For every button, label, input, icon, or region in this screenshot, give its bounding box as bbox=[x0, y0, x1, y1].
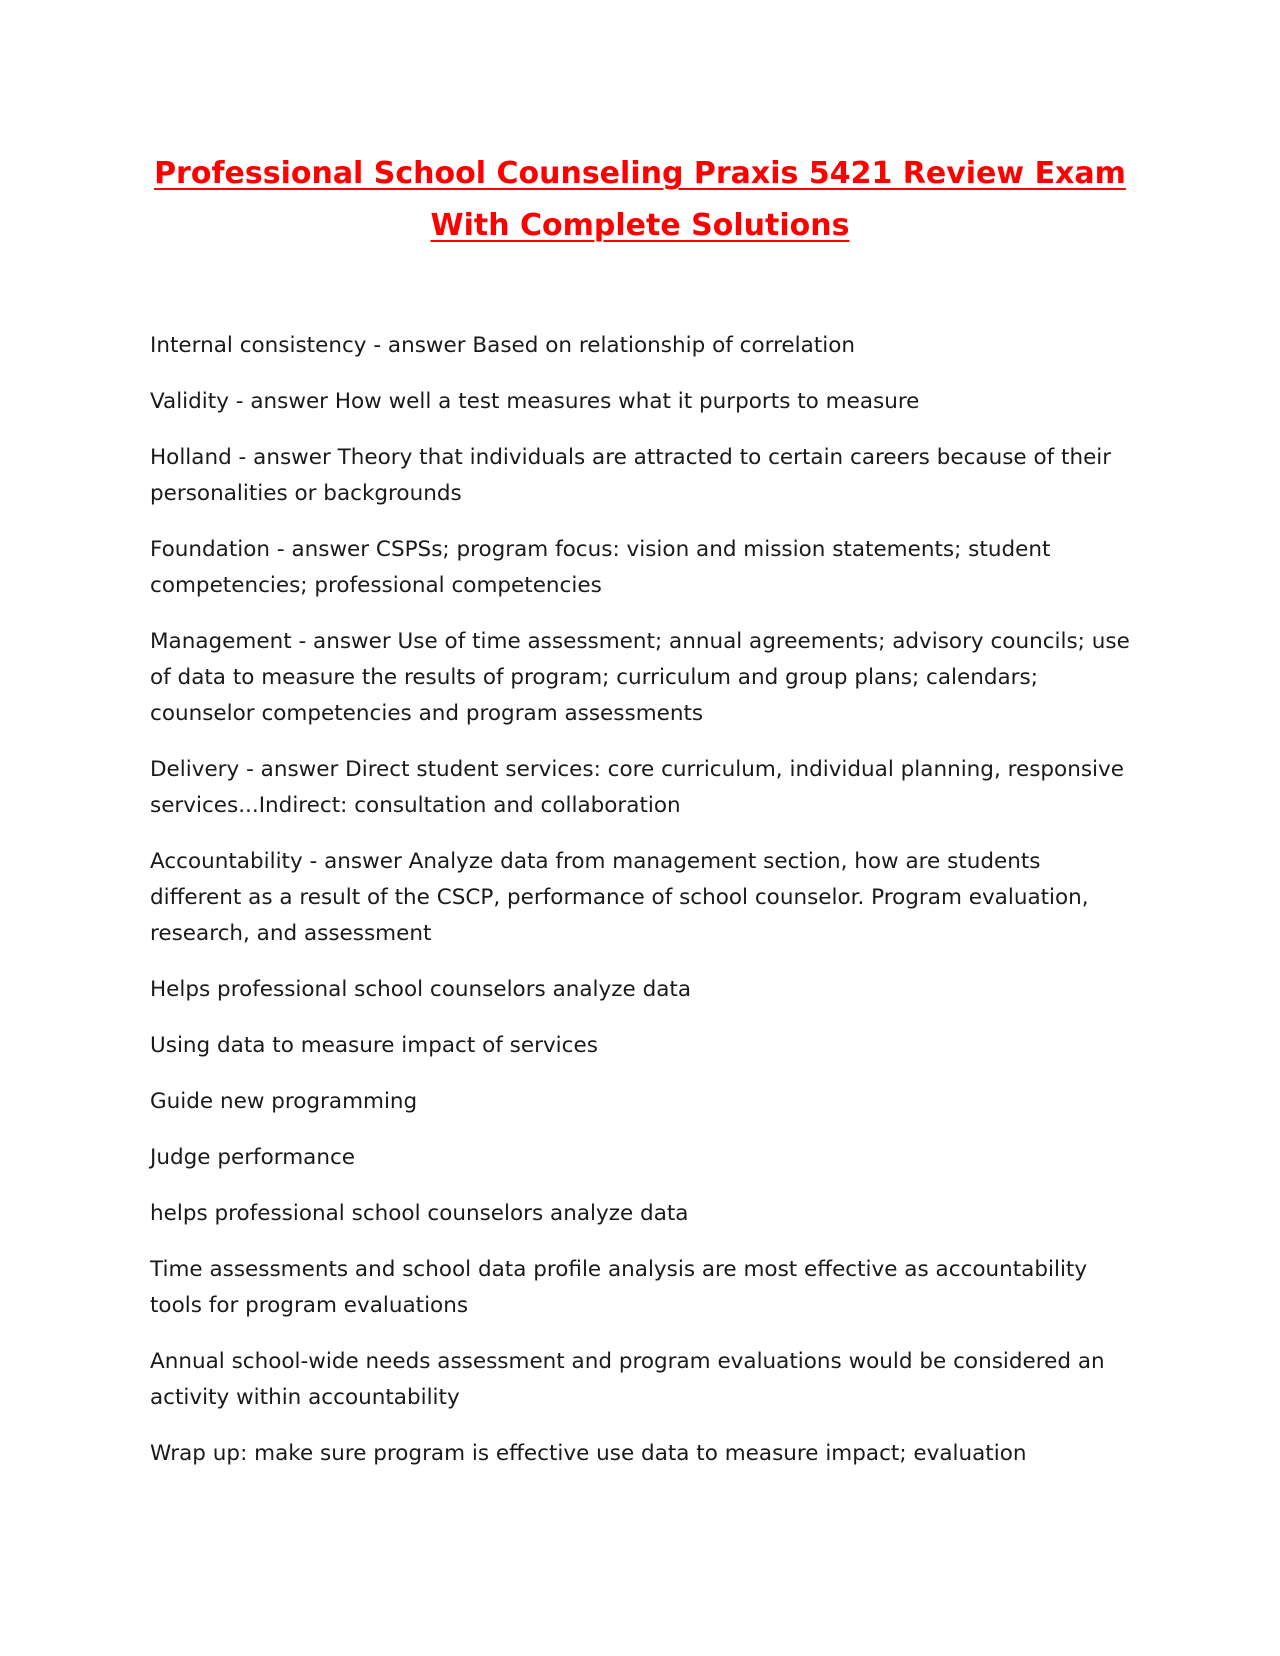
entry-delivery: Delivery - answer Direct student services: core curriculum, individual planning, responsive services...Indirect: consultation and collaboration bbox=[150, 757, 1124, 818]
entry-helps-analyze-data-2: helps professional school counselors analyze data bbox=[150, 1201, 689, 1226]
entry-foundation: Foundation - answer CSPSs; program focus: vision and mission statements; student competencies; professional competencies bbox=[150, 537, 1051, 598]
document-body bbox=[150, 328, 1130, 1492]
entry-judge-performance: Judge performance bbox=[150, 1145, 356, 1170]
entry-helps-analyze-data: Helps professional school counselors analyze data bbox=[150, 977, 692, 1002]
entry-wrap-up: Wrap up: make sure program is effective use data to measure impact; evaluation bbox=[150, 1441, 1027, 1466]
entry-time-assessments: Time assessments and school data profile analysis are most effective as accountability tools for program evaluations bbox=[150, 1257, 1088, 1318]
title-line-1: Professional School Counseling Praxis 5421 Review Exam bbox=[154, 156, 1126, 191]
entry-annual-needs-assessment: Annual school-wide needs assessment and program evaluations would be considered an activity within accountability bbox=[150, 1349, 1105, 1410]
entry-internal-consistency: Internal consistency - answer Based on relationship of correlation bbox=[150, 333, 855, 358]
entry-holland: Holland - answer Theory that individuals are attracted to certain careers because of their personalities or backgrounds bbox=[150, 445, 1112, 506]
document-title bbox=[140, 148, 1140, 252]
entry-validity: Validity - answer How well a test measures what it purports to measure bbox=[150, 389, 920, 414]
entry-guide-programming: Guide new programming bbox=[150, 1089, 418, 1114]
entry-accountability: Accountability - answer Analyze data from management section, how are students different as a result of the CSCP, performance of school counselor. Program evaluation, research, and assessment bbox=[150, 849, 1089, 946]
entry-measure-impact: Using data to measure impact of services bbox=[150, 1033, 598, 1058]
title-line-2: With Complete Solutions bbox=[430, 208, 850, 243]
entry-management: Management - answer Use of time assessment; annual agreements; advisory councils; use of data to measure the results of program; curriculum and group plans; calendars; counselor competencies and program assessments bbox=[150, 629, 1130, 726]
